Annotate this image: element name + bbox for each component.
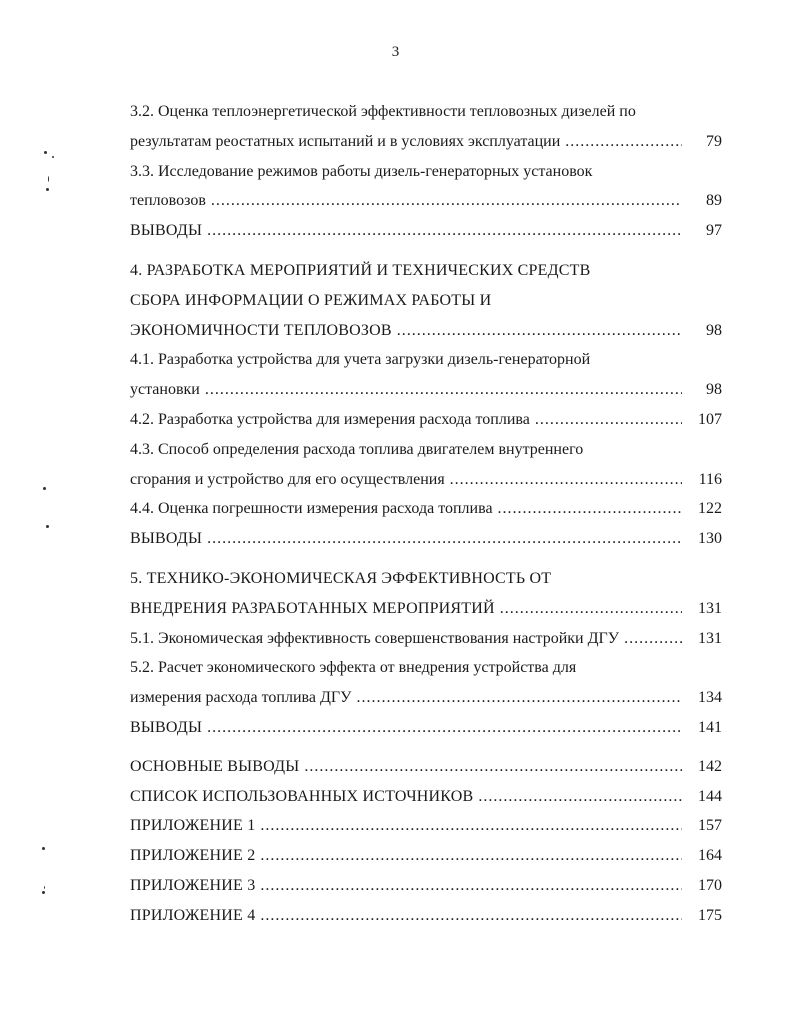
- toc-entry-text: 4.1. Разработка устройства для учета загрузки дизель-генераторной: [130, 351, 591, 369]
- toc-entry-page: 144: [698, 787, 722, 805]
- toc-entry-text: тепловозов .....: [130, 186, 682, 216]
- table-of-contents: [130, 97, 722, 931]
- scan-speck: [44, 151, 47, 154]
- toc-entry-page: 97: [706, 222, 722, 240]
- toc-entry: [130, 405, 722, 435]
- toc-entry: [130, 683, 722, 713]
- scan-speck: [48, 176, 49, 182]
- toc-entry-page: 130: [698, 530, 722, 548]
- toc-entry-text: 4.4. Оценка погрешности измерения расхода топлива .....: [130, 494, 682, 524]
- toc-entry-text: СБОРА ИНФОРМАЦИИ О РЕЖИМАХ РАБОТЫ И: [130, 291, 492, 309]
- toc-entry-text: ВЫВОДЫ .....: [130, 216, 682, 246]
- toc-entry-text: ЭКОНОМИЧНОСТИ ТЕПЛОВОЗОВ .....: [130, 316, 682, 346]
- toc-entry: [130, 524, 722, 554]
- toc-entry: [130, 345, 722, 375]
- toc-chapter-heading: [130, 286, 722, 316]
- toc-entry: [130, 494, 722, 524]
- toc-entry-text: 3.3. Исследование режимов работы дизель-генераторных установок: [130, 162, 593, 180]
- scan-speck: [46, 525, 49, 528]
- toc-entry-page: 175: [698, 906, 722, 924]
- toc-entry-page: 89: [706, 192, 722, 210]
- toc-entry: [130, 713, 722, 743]
- toc-entry-text: 5.2. Расчет экономического эффекта от внедрения устройства для: [130, 659, 577, 677]
- toc-entry: [130, 216, 722, 246]
- toc-entry-text: ВЫВОДЫ .....: [130, 524, 682, 554]
- scan-speck: [44, 886, 45, 889]
- toc-entry-page: 131: [698, 599, 722, 617]
- toc-entry-text: ВЫВОДЫ .....: [130, 713, 682, 743]
- toc-chapter-heading: [130, 316, 722, 346]
- scan-speck: [42, 847, 45, 850]
- toc-entry: [130, 435, 722, 465]
- toc-entry: [130, 127, 722, 157]
- toc-entry-page: 170: [698, 876, 722, 894]
- toc-entry-page: 131: [698, 629, 722, 647]
- toc-entry-text: ВНЕДРЕНИЯ РАЗРАБОТАННЫХ МЕРОПРИЯТИЙ .....: [130, 594, 682, 624]
- toc-entry-page: 164: [698, 847, 722, 865]
- toc-entry-text: 4. РАЗРАБОТКА МЕРОПРИЯТИЙ И ТЕХНИЧЕСКИХ СРЕДСТВ: [130, 261, 591, 279]
- toc-entry-text: установки .....: [130, 375, 682, 405]
- toc-entry: [130, 782, 722, 812]
- toc-entry-text: ПРИЛОЖЕНИЕ 4 .....: [130, 901, 682, 931]
- toc-entry: [130, 186, 722, 216]
- toc-entry: [130, 465, 722, 495]
- toc-entry-page: 107: [698, 410, 722, 428]
- toc-entry-text: 4.3. Способ определения расхода топлива двигателем внутреннего: [130, 440, 584, 458]
- toc-entry: [130, 901, 722, 931]
- toc-entry: [130, 97, 722, 127]
- toc-entry: [130, 871, 722, 901]
- toc-entry-text: сгорания и устройство для его осуществления .....: [130, 465, 682, 495]
- toc-chapter-heading: [130, 564, 722, 594]
- toc-entry-text: СПИСОК ИСПОЛЬЗОВАННЫХ ИСТОЧНИКОВ .....: [130, 782, 682, 812]
- toc-entry-page: 157: [698, 817, 722, 835]
- toc-entry: [130, 157, 722, 187]
- scan-speck: [46, 188, 49, 191]
- toc-entry-page: 122: [698, 500, 722, 518]
- toc-entry: [130, 841, 722, 871]
- scan-speck: [43, 487, 46, 490]
- toc-entry-text: 5.1. Экономическая эффективность совершенствования настройки ДГУ .....: [130, 624, 682, 654]
- toc-entry-text: 3.2. Оценка теплоэнергетической эффективности тепловозных дизелей по: [130, 103, 636, 120]
- toc-entry: [130, 375, 722, 405]
- toc-entry-page: 134: [698, 689, 722, 707]
- toc-entry-page: 116: [698, 470, 722, 488]
- page-number: 3: [391, 44, 400, 60]
- toc-entry-text: ПРИЛОЖЕНИЕ 2 .....: [130, 841, 682, 871]
- toc-chapter-heading: [130, 256, 722, 286]
- toc-entry: [130, 811, 722, 841]
- toc-entry-page: 98: [706, 321, 722, 339]
- toc-entry-page: 79: [706, 132, 722, 150]
- toc-entry: [130, 752, 722, 782]
- toc-entry-text: измерения расхода топлива ДГУ .....: [130, 683, 682, 713]
- toc-entry-page: 141: [698, 718, 722, 736]
- toc-entry: [130, 624, 722, 654]
- toc-entry-text: 5. ТЕХНИКО-ЭКОНОМИЧЕСКАЯ ЭФФЕКТИВНОСТЬ ОТ: [130, 569, 552, 587]
- scan-speck: [42, 891, 45, 894]
- toc-entry: [130, 653, 722, 683]
- toc-entry-page: 98: [706, 381, 722, 399]
- toc-entry-text: ПРИЛОЖЕНИЕ 1 .....: [130, 811, 682, 841]
- toc-entry-text: ОСНОВНЫЕ ВЫВОДЫ .....: [130, 752, 682, 782]
- scan-speck: [52, 156, 54, 158]
- toc-entry-text: ПРИЛОЖЕНИЕ 3 .....: [130, 871, 682, 901]
- toc-entry-page: 142: [698, 757, 722, 775]
- toc-chapter-heading: [130, 594, 722, 624]
- toc-entry-text: 4.2. Разработка устройства для измерения расхода топлива .....: [130, 405, 682, 435]
- toc-entry-text: результатам реостатных испытаний и в условиях эксплуатации .....: [130, 127, 682, 157]
